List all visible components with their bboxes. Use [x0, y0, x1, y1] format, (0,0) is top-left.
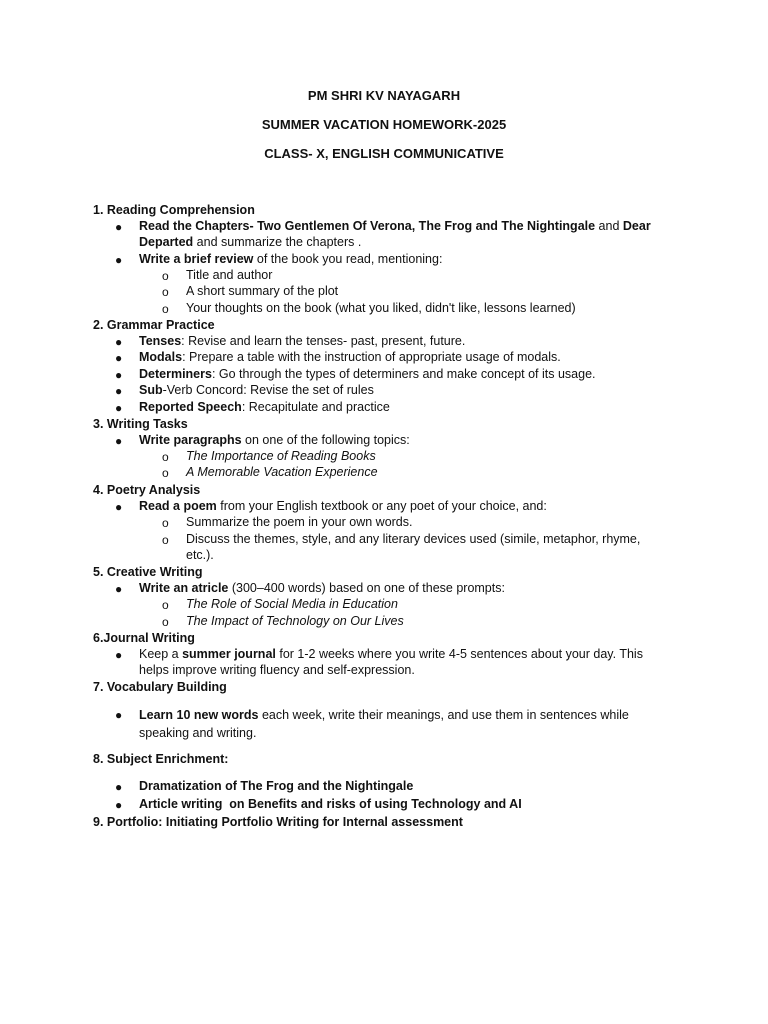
list-item [139, 498, 669, 514]
item-bold: Tenses [139, 334, 182, 348]
bullet-icon: ● [115, 384, 123, 398]
item-bold: Read the Chapters- Two Gentlemen Of Verona, The Frog and The Nightingale [139, 219, 596, 233]
sub-bullet-icon: o [162, 598, 169, 612]
item-text: of the book you read, mentioning: [253, 252, 443, 266]
bullet-icon: ● [115, 335, 123, 349]
bullet-icon: ● [115, 500, 123, 514]
bullet-icon: ● [115, 401, 123, 415]
list-item [139, 218, 669, 251]
section-heading-journal: 6.Journal Writing [93, 631, 195, 645]
item-bold: Read a poem [139, 499, 217, 513]
sub-list-item: A short summary of the plot [186, 284, 339, 298]
item-text: and summarize the chapters . [193, 235, 362, 250]
bullet-icon: ● [115, 253, 123, 267]
item-text: for 1-2 weeks where you write 4-5 sentences about your day. This helps improve writing fluency and self-expression. [139, 647, 643, 678]
school-name: PM SHRI KV NAYAGARH [307, 88, 461, 103]
bullet-icon: ● [115, 582, 123, 596]
list-item [139, 251, 669, 267]
section-heading-grammar: 2. Grammar Practice [93, 318, 215, 332]
sub-bullet-icon: o [162, 615, 169, 629]
list-item [139, 432, 669, 448]
sub-bullet-icon: o [162, 516, 169, 530]
item-text: : Recapitulate and practice [241, 400, 390, 414]
item-italic: The Role of Social Media in Education [186, 597, 398, 611]
bullet-icon: ● [115, 798, 123, 812]
sub-bullet-icon: o [162, 285, 169, 299]
item-bold: Dear Departed [139, 219, 651, 250]
sub-list-item: Summarize the poem in your own words. [186, 515, 413, 529]
list-item [139, 580, 669, 596]
item-italic: The Importance of Reading Books [186, 449, 376, 463]
list-item [139, 796, 669, 812]
item-text: on one of the following topics: [241, 433, 410, 447]
section-heading-portfolio: 9. Portfolio: Initiating Portfolio Writing for Internal assessment [93, 815, 463, 829]
list-item [139, 382, 669, 398]
item-bold: Learn 10 new words [139, 708, 259, 722]
item-text: : Prepare a table with the instruction of appropriate usage of modals. [182, 350, 561, 364]
sub-list-item [186, 613, 666, 629]
bullet-icon: ● [115, 220, 123, 234]
sub-bullet-icon: o [162, 450, 169, 464]
item-text: (300–400 words) based on one of these prompts: [228, 581, 505, 595]
bullet-icon: ● [115, 351, 123, 365]
document-title: SUMMER VACATION HOMEWORK-2025 [261, 117, 507, 132]
item-bold: Reported Speech [139, 400, 242, 414]
section-heading-enrichment: 8. Subject Enrichment: [93, 752, 229, 766]
list-item [139, 778, 669, 794]
item-bold: Write an atricle [139, 581, 229, 595]
bullet-icon: ● [115, 780, 123, 794]
bullet-icon: ● [115, 434, 123, 448]
item-bold: Sub [139, 383, 163, 397]
list-item [139, 646, 669, 679]
item-bold: Article writing on Benefits and risks of using Technology and AI [139, 797, 522, 811]
bullet-icon: ● [115, 708, 123, 722]
item-bold: summer journal [182, 647, 276, 661]
item-bold: Write a brief review [139, 252, 254, 266]
list-item [139, 366, 669, 382]
section-heading-poetry: 4. Poetry Analysis [93, 483, 201, 497]
item-bold: Dramatization of The Frog and the Nightingale [139, 779, 414, 793]
sub-list-item: Your thoughts on the book (what you liked, didn't like, lessons learned) [186, 301, 576, 315]
item-text: : Revise and learn the tenses- past, present, future. [181, 334, 466, 348]
list-item [139, 349, 669, 365]
section-heading-writing: 3. Writing Tasks [93, 417, 188, 431]
sub-list-item [186, 596, 666, 612]
sub-bullet-icon: o [162, 466, 169, 480]
sub-list-item [186, 448, 666, 464]
item-bold: Write paragraphs [139, 433, 242, 447]
item-text: -Verb Concord: Revise the set of rules [162, 383, 374, 397]
sub-bullet-icon: o [162, 533, 169, 547]
sub-list-item: Discuss the themes, style, and any literary devices used (simile, metaphor, rhyme, etc.). [186, 532, 641, 563]
section-heading-reading: 1. Reading Comprehension [93, 203, 255, 217]
sub-list-item [186, 464, 666, 480]
section-heading-creative: 5. Creative Writing [93, 565, 203, 579]
item-text: and [595, 219, 623, 233]
item-text: from your English textbook or any poet of your choice, and: [216, 499, 547, 513]
list-item [139, 333, 669, 349]
list-item [139, 706, 669, 742]
sub-bullet-icon: o [162, 269, 169, 283]
item-italic: The Impact of Technology on Our Lives [186, 614, 404, 628]
bullet-icon: ● [115, 368, 123, 382]
sub-list-item: Title and author [186, 268, 273, 282]
sub-bullet-icon: o [162, 302, 169, 316]
class-subject: CLASS- X, ENGLISH COMMUNICATIVE [264, 146, 504, 161]
item-text: Keep a [139, 647, 183, 661]
item-bold: Modals [139, 350, 183, 364]
item-bold: Determiners [139, 367, 212, 381]
item-text: : Go through the types of determiners and make concept of its usage. [211, 367, 596, 381]
list-item [139, 399, 669, 415]
item-text: each week, write their meanings, and use them in sentences while speaking and writing. [139, 708, 629, 740]
item-italic: A Memorable Vacation Experience [186, 465, 378, 479]
bullet-icon: ● [115, 648, 123, 662]
section-heading-vocabulary: 7. Vocabulary Building [93, 680, 227, 694]
